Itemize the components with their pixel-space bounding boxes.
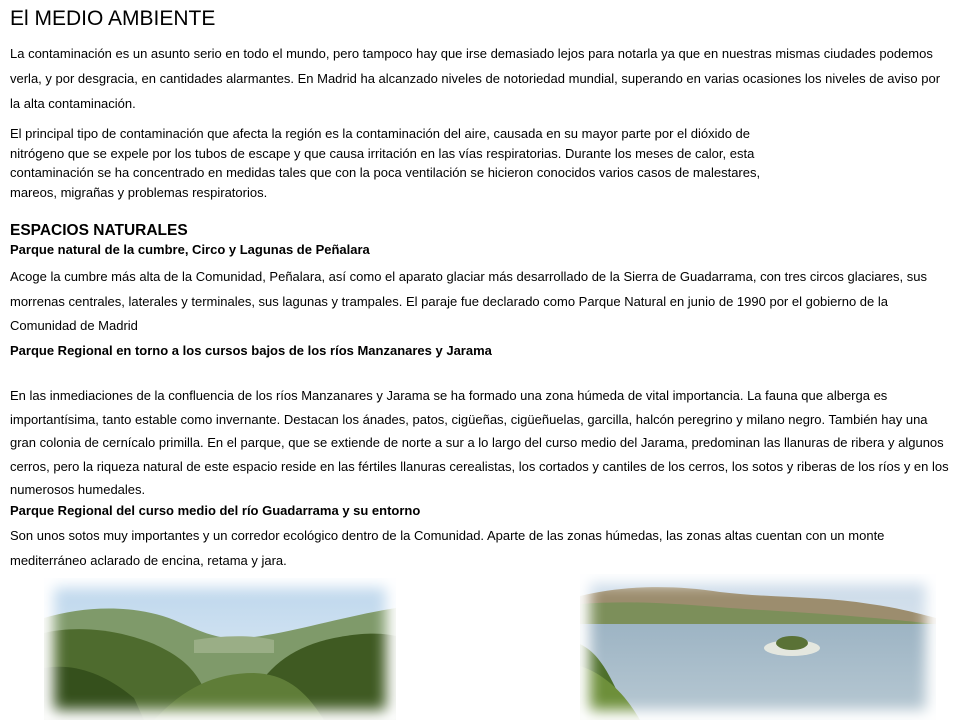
- forest-hills-photo: [44, 578, 396, 720]
- park-2-title: Parque Regional en torno a los cursos bajos de los ríos Manzanares y Jarama: [10, 343, 492, 358]
- air-pollution-paragraph: El principal tipo de contaminación que afecta la región es la contaminación del aire, causada en su mayor parte por el dióxido de nitrógeno que se expele por los tubos de escape y que causa irritación en las vías respiratorias. Durante los meses de calor, esta contaminación se ha concentrado en medidas tales que con la poca ventilación se hicieron conocidos varios casos de malestares, mareos, migrañas y problemas respiratorios.: [10, 126, 761, 200]
- lake-island-photo: [580, 574, 936, 720]
- park-1-title: Parque natural de la cumbre, Circo y Lagunas de Peñalara: [10, 242, 370, 257]
- section-title: ESPACIOS NATURALES: [10, 222, 188, 239]
- intro-paragraph: La contaminación es un asunto serio en todo el mundo, pero tampoco hay que irse demasiado lejos para notarla ya que en nuestras mismas ciudades podemos verla, y por desgracia, en cantidades alarmantes. En Madrid ha alcanzado niveles de notoriedad mundial, superando en varias ocasiones los niveles de aviso por la alta contaminación.: [10, 46, 941, 111]
- park-1-text: Acoge la cumbre más alta de la Comunidad, Peñalara, así como el aparato glaciar más desarrollado de la Sierra de Guadarrama, con tres circos glaciares, sus morrenas centrales, laterales y terminales, sus lagunas y trampales. El paraje fue declarado como Parque Natural en junio de 1990 por el gobierno de la Comunidad de Madrid: [10, 269, 927, 333]
- park-3-text: Son unos sotos muy importantes y un corredor ecológico dentro de la Comunidad. Aparte de las zonas húmedas, las zonas altas cuentan con un monte mediterráneo aclarado de encina, retama y jara.: [10, 528, 885, 568]
- park-3-title: Parque Regional del curso medio del río Guadarrama y su entorno: [10, 503, 421, 518]
- page-title: El MEDIO AMBIENTE: [10, 7, 216, 30]
- park-2-text: En las inmediaciones de la confluencia de los ríos Manzanares y Jarama se ha formado una zona húmeda de vital importancia. La fauna que alberga es importantísima, tanto estable como invernante. Destacan los ánades, patos, cigüeñas, cigüeñuelas, garcilla, halcón peregrino y milano negro. También hay una gran colonia de cernícalo primilla. En el parque, que se extiende de norte a sur a lo largo del curso medio del Jarama, predominan las llanuras de ribera y algunos cerros, pero la riqueza natural de este espacio reside en las fértiles llanuras cerealistas, los cortados y cantiles de los cerros, los sotos y riberas de los ríos y en los numerosos humedales.: [10, 388, 949, 497]
